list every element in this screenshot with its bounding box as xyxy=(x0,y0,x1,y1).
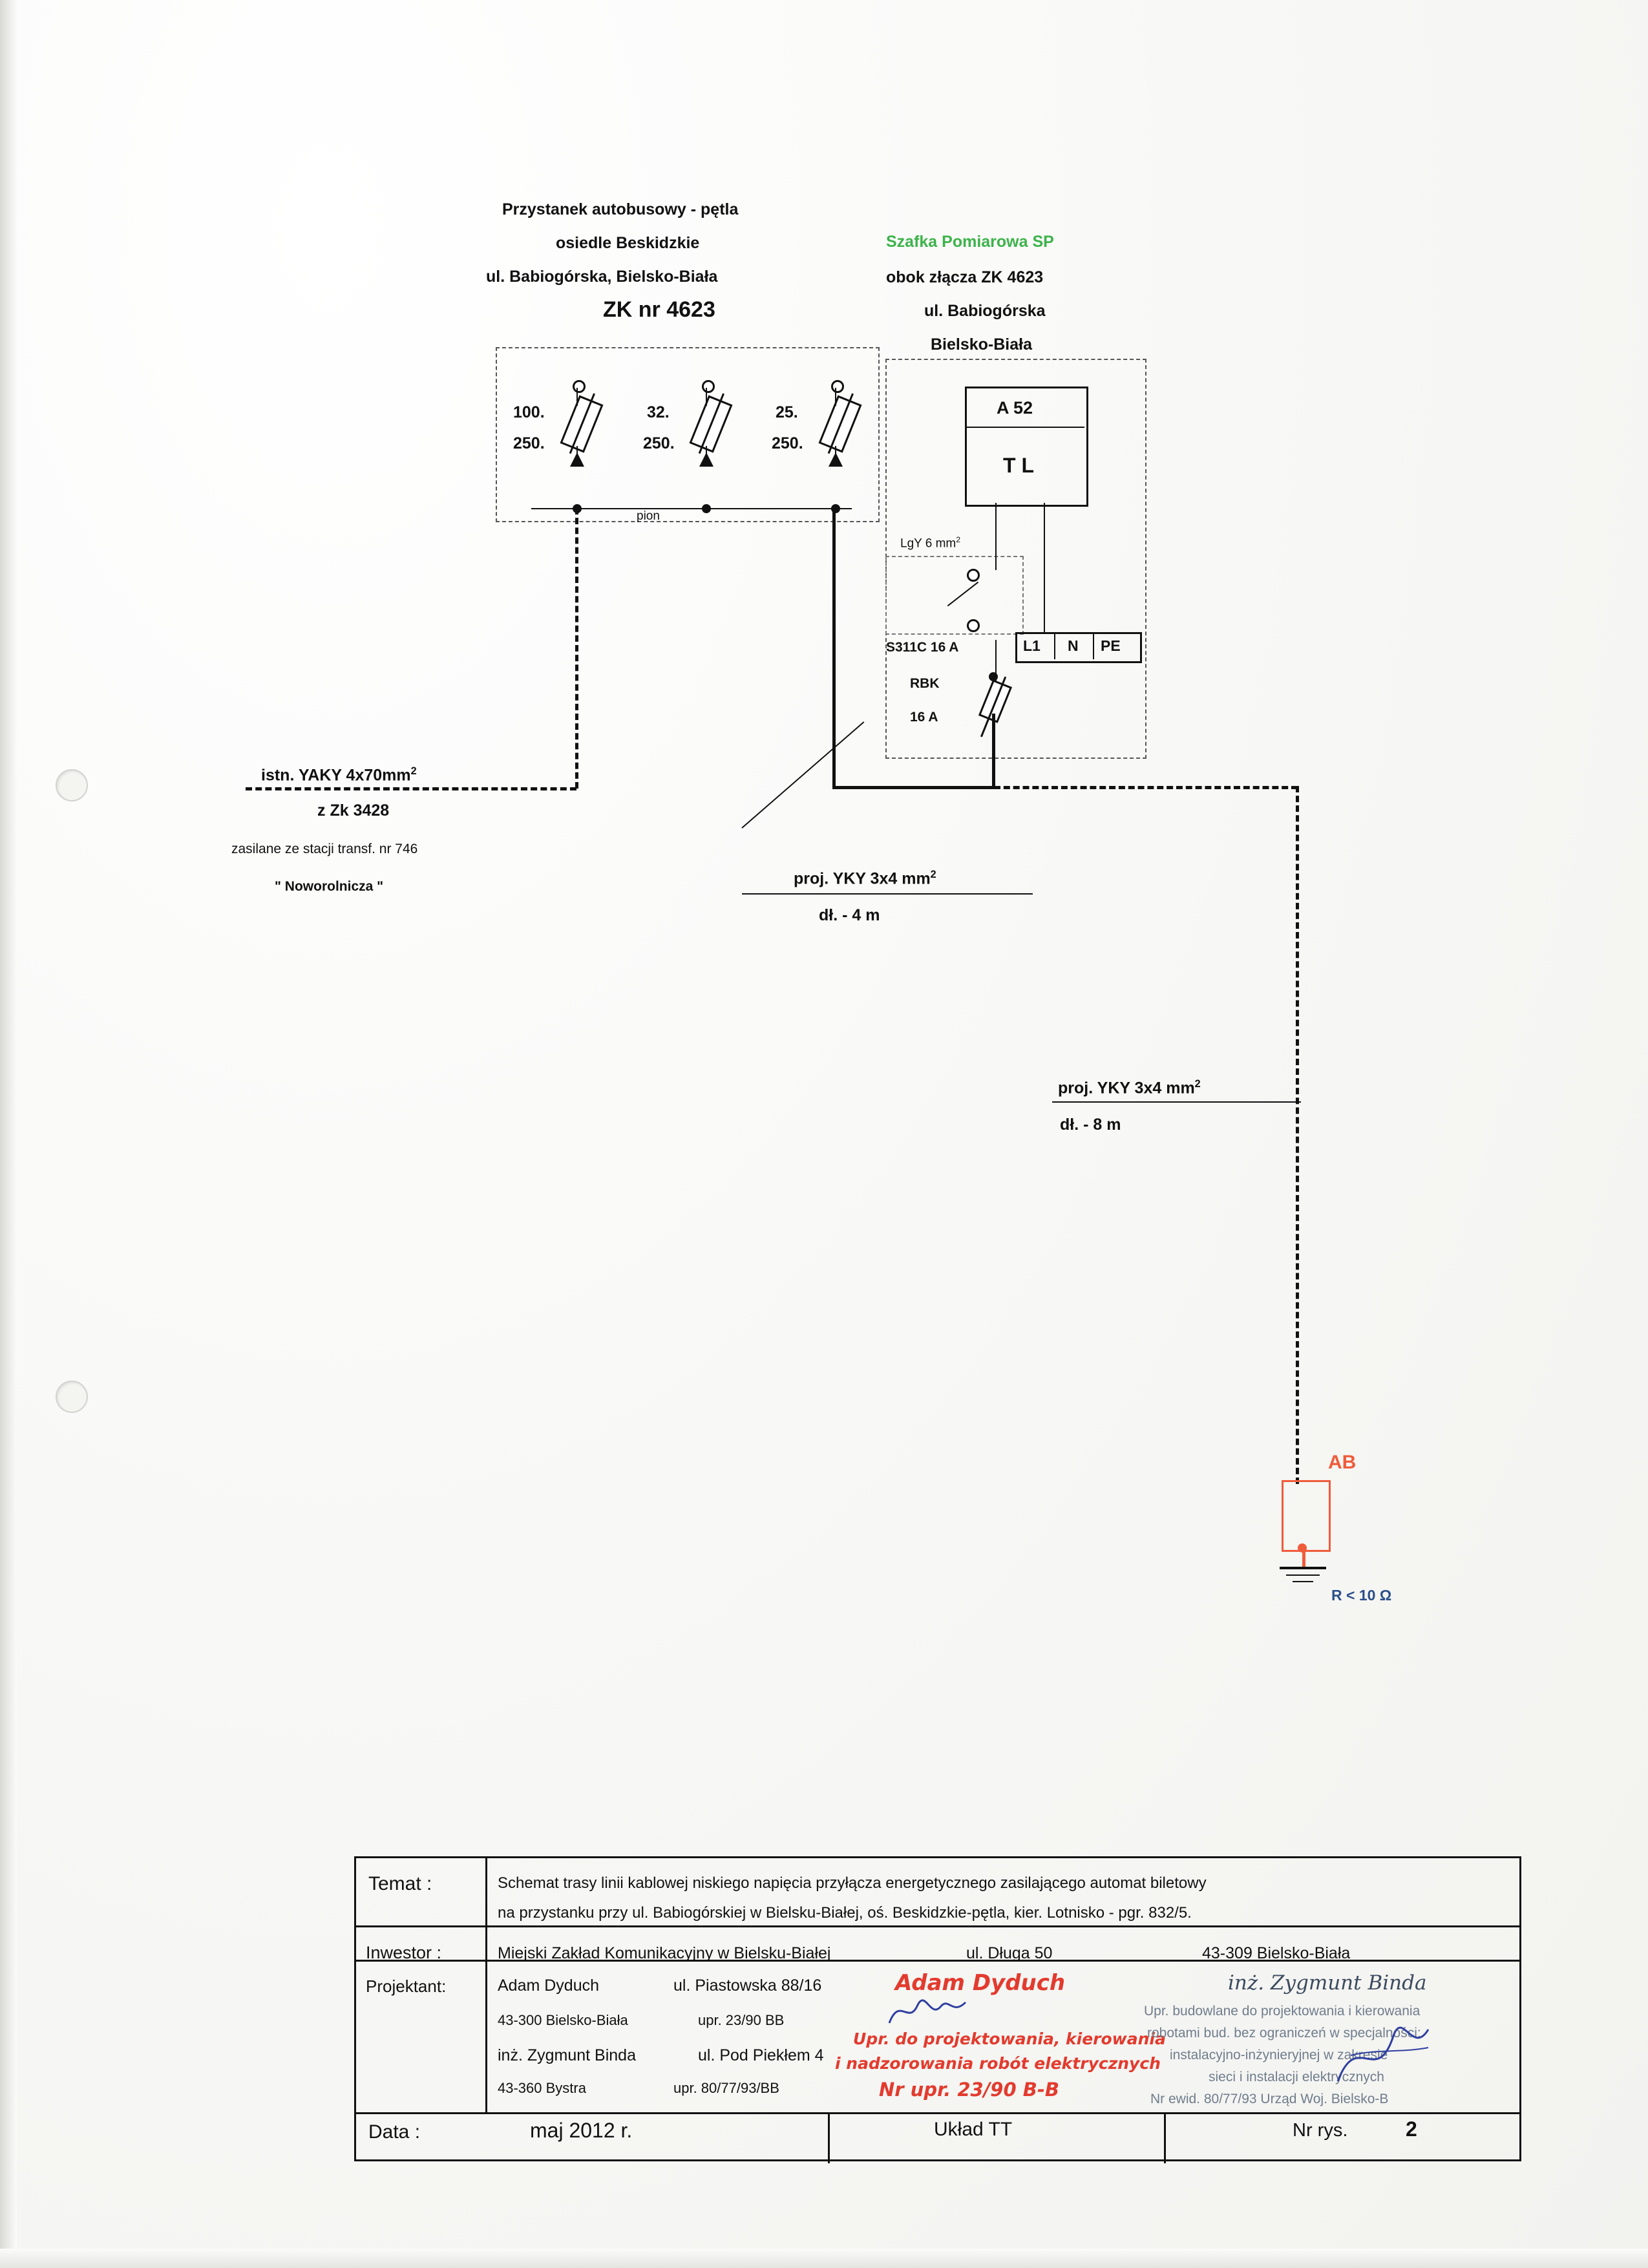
investor-street: ul. Długa 50 xyxy=(966,1944,1053,1962)
page-edge-shadow-bottom xyxy=(0,2249,1648,2268)
sp-feed-horizontal xyxy=(832,786,994,789)
cable2-length: dł. - 8 m xyxy=(1060,1116,1121,1134)
sheet-label: Nr rys. xyxy=(1293,2120,1348,2141)
rbk-rating: 16 A xyxy=(910,710,938,725)
designer1-street: ul. Piastowska 88/16 xyxy=(673,1977,822,1995)
blue-stamp-line1: Upr. budowlane do projektowania i kierowania xyxy=(1144,2004,1421,2019)
date-value: maj 2012 r. xyxy=(530,2119,633,2142)
cable1-label-text: proj. YKY 3x4 mm xyxy=(794,869,931,888)
blue-signature-curve xyxy=(1331,2010,1435,2094)
title-block-col-divider-3 xyxy=(1164,2114,1166,2163)
zk-fuse-1-rating-bottom: 250. xyxy=(513,434,545,452)
zk-fuse-2-lead-top xyxy=(706,388,707,406)
lgy-cable-label xyxy=(900,535,960,551)
zk-arrow-3 xyxy=(829,452,843,467)
breaker-label: S311C 16 A xyxy=(886,640,959,655)
cable2-label xyxy=(1058,1078,1201,1097)
zk-fuse-3-rating-top: 25. xyxy=(776,403,798,421)
subject-line2: na przystanku przy ul. Babiogórskiej w Bielsku-Białej, oś. Beskidzkie-pętla, kier. Lotnisko - pgr. 832/5. xyxy=(498,1904,1192,1922)
zk-fuse-2-rating-top: 32. xyxy=(647,403,670,421)
incoming-label-line1-text: istn. YAKY 4x70mm xyxy=(261,766,411,785)
investor-label: Inwestor : xyxy=(366,1943,442,1962)
device-feeder-horizontal xyxy=(994,786,1298,789)
zk-fuse-3-lead-top xyxy=(835,388,836,406)
switch-terminal-top xyxy=(967,569,980,582)
incoming-cable-horizontal xyxy=(246,787,576,790)
zk-fuse-1-lead-top xyxy=(576,388,578,406)
zk-title-line3: ul. Babiogórska, Bielsko-Biała xyxy=(486,268,718,286)
cable2-label-text: proj. YKY 3x4 mm xyxy=(1058,1079,1195,1097)
meter-to-terminal-wire xyxy=(1044,503,1045,633)
subject-line1: Schemat trasy linii kablowej niskiego napięcia przyłącza energetycznego zasilającego automat biletowy xyxy=(498,1874,1207,1892)
meter-label: A 52 xyxy=(997,398,1033,418)
blue-stamp-line4: sieci i instalacji elektrycznych xyxy=(1209,2070,1384,2084)
blue-stamp-name: inż. Zygmunt Binda xyxy=(1228,1971,1427,1995)
incoming-label-line1-sup: 2 xyxy=(410,765,417,777)
cable2-label-sup: 2 xyxy=(1194,1078,1201,1090)
zk-title-line2: osiedle Beskidzkie xyxy=(556,234,700,252)
meter-to-switch-wire xyxy=(995,503,997,570)
designer1-licence: upr. 23/90 BB xyxy=(698,2012,785,2028)
zk-terminal-2 xyxy=(702,380,715,393)
designer-label: Projektant: xyxy=(366,1977,447,1996)
meter-type: T L xyxy=(1003,454,1034,477)
page-edge-shadow-left xyxy=(0,0,17,2268)
earth-resistance-label: R < 10 Ω xyxy=(1331,1587,1392,1604)
cable2-leader-underline xyxy=(1052,1101,1301,1103)
red-stamp-line2: i nadzorowania robót elektrycznych xyxy=(835,2054,1161,2073)
lgy-cable-label-sup: 2 xyxy=(956,535,961,544)
system-value: Układ TT xyxy=(934,2119,1013,2140)
zk-feeder-vertical xyxy=(575,508,578,789)
zk-pion-label: pion xyxy=(637,509,660,523)
designer2-city: 43-360 Bystra xyxy=(498,2080,586,2096)
earth-bar-3 xyxy=(1293,1581,1313,1582)
signature-curve xyxy=(885,1989,976,2035)
zk-title-line4: ZK nr 4623 xyxy=(603,297,715,322)
red-stamp-line3: Nr upr. 23/90 B-B xyxy=(879,2079,1059,2101)
subject-label: Temat : xyxy=(368,1873,432,1894)
incoming-label-line4: " Noworolnicza " xyxy=(275,879,384,894)
designer2-licence: upr. 80/77/93/BB xyxy=(673,2080,779,2096)
incoming-label-line3: zasilane ze stacji transf. nr 746 xyxy=(231,842,418,856)
investor-name: Miejski Zakład Komunikacyjny w Bielsku-Białej xyxy=(498,1944,831,1962)
terminal-pe: PE xyxy=(1101,637,1121,654)
blue-stamp-line2: robotami bud. bez ograniczeń w specjalności: xyxy=(1147,2026,1421,2040)
rbk-node xyxy=(989,672,998,681)
red-stamp-line1: Upr. do projektowania, kierowania xyxy=(853,2030,1166,2048)
hole-punch-bottom xyxy=(56,1381,88,1413)
zk-arrow-1 xyxy=(570,452,584,467)
designer2-street: ul. Pod Piekłem 4 xyxy=(698,2046,824,2064)
earth-bar-2 xyxy=(1286,1574,1320,1576)
zk-terminal-3 xyxy=(831,380,844,393)
sp-title-line3: ul. Babiogórska xyxy=(924,302,1046,320)
zk-terminal-1 xyxy=(573,380,586,393)
date-label: Data : xyxy=(368,2121,421,2143)
device-feeder-vertical xyxy=(1296,786,1299,1484)
switch-terminal-bottom xyxy=(967,619,980,632)
sheet-value: 2 xyxy=(1406,2117,1417,2141)
cable1-label xyxy=(794,869,936,888)
device-ab-label: AB xyxy=(1328,1452,1357,1473)
title-block-col-divider-1 xyxy=(485,1858,487,2114)
cable1-length: dł. - 4 m xyxy=(819,906,880,924)
red-stamp-name: Adam Dyduch xyxy=(895,1970,1066,1996)
zk-fuse-3-rating-bottom: 250. xyxy=(772,434,803,452)
earth-bar-1 xyxy=(1280,1567,1326,1569)
blue-stamp-line3: instalacyjno-inżynieryjnej w zakresie xyxy=(1170,2048,1388,2062)
sp-title-line2: obok złącza ZK 4623 xyxy=(886,268,1044,286)
zk-title-line1: Przystanek autobusowy - pętla xyxy=(502,200,739,218)
zk-fuse-1-rating-top: 100. xyxy=(513,403,545,421)
zk-fuse-2-rating-bottom: 250. xyxy=(643,434,675,452)
terminal-divider-2 xyxy=(1093,632,1094,659)
designer1-city: 43-300 Bielsko-Biała xyxy=(498,2012,628,2028)
sp-title-line4: Bielsko-Biała xyxy=(931,335,1033,354)
incoming-label-line2: z Zk 3428 xyxy=(317,801,390,820)
sp-feed-vertical xyxy=(992,714,995,789)
title-block-col-divider-2 xyxy=(828,2114,830,2163)
zk-arrow-2 xyxy=(699,452,713,467)
hole-punch-top xyxy=(56,769,88,801)
zk-bus-node-2 xyxy=(702,504,711,513)
investor-city: 43-309 Bielsko-Biała xyxy=(1202,1944,1351,1962)
blue-stamp-line5: Nr ewid. 80/77/93 Urząd Woj. Bielsko-B xyxy=(1150,2092,1389,2106)
terminal-divider-1 xyxy=(1054,632,1055,659)
terminal-l1: L1 xyxy=(1023,637,1041,654)
sp-title-line1: Szafka Pomiarowa SP xyxy=(886,233,1054,251)
incoming-label-line1 xyxy=(261,765,417,785)
cable1-label-sup: 2 xyxy=(930,869,936,880)
device-ab-box xyxy=(1282,1480,1331,1552)
rbk-label: RBK xyxy=(910,676,940,691)
designer1-name: Adam Dyduch xyxy=(498,1977,600,1995)
terminal-n: N xyxy=(1068,637,1079,654)
meter-box-divider xyxy=(965,427,1084,428)
lgy-cable-label-text: LgY 6 mm xyxy=(900,536,956,551)
cable1-leader-underline xyxy=(742,893,1033,895)
sp-switch-outline xyxy=(885,556,1024,635)
device-earth-node xyxy=(1298,1543,1307,1553)
designer2-name: inż. Zygmunt Binda xyxy=(498,2046,636,2064)
